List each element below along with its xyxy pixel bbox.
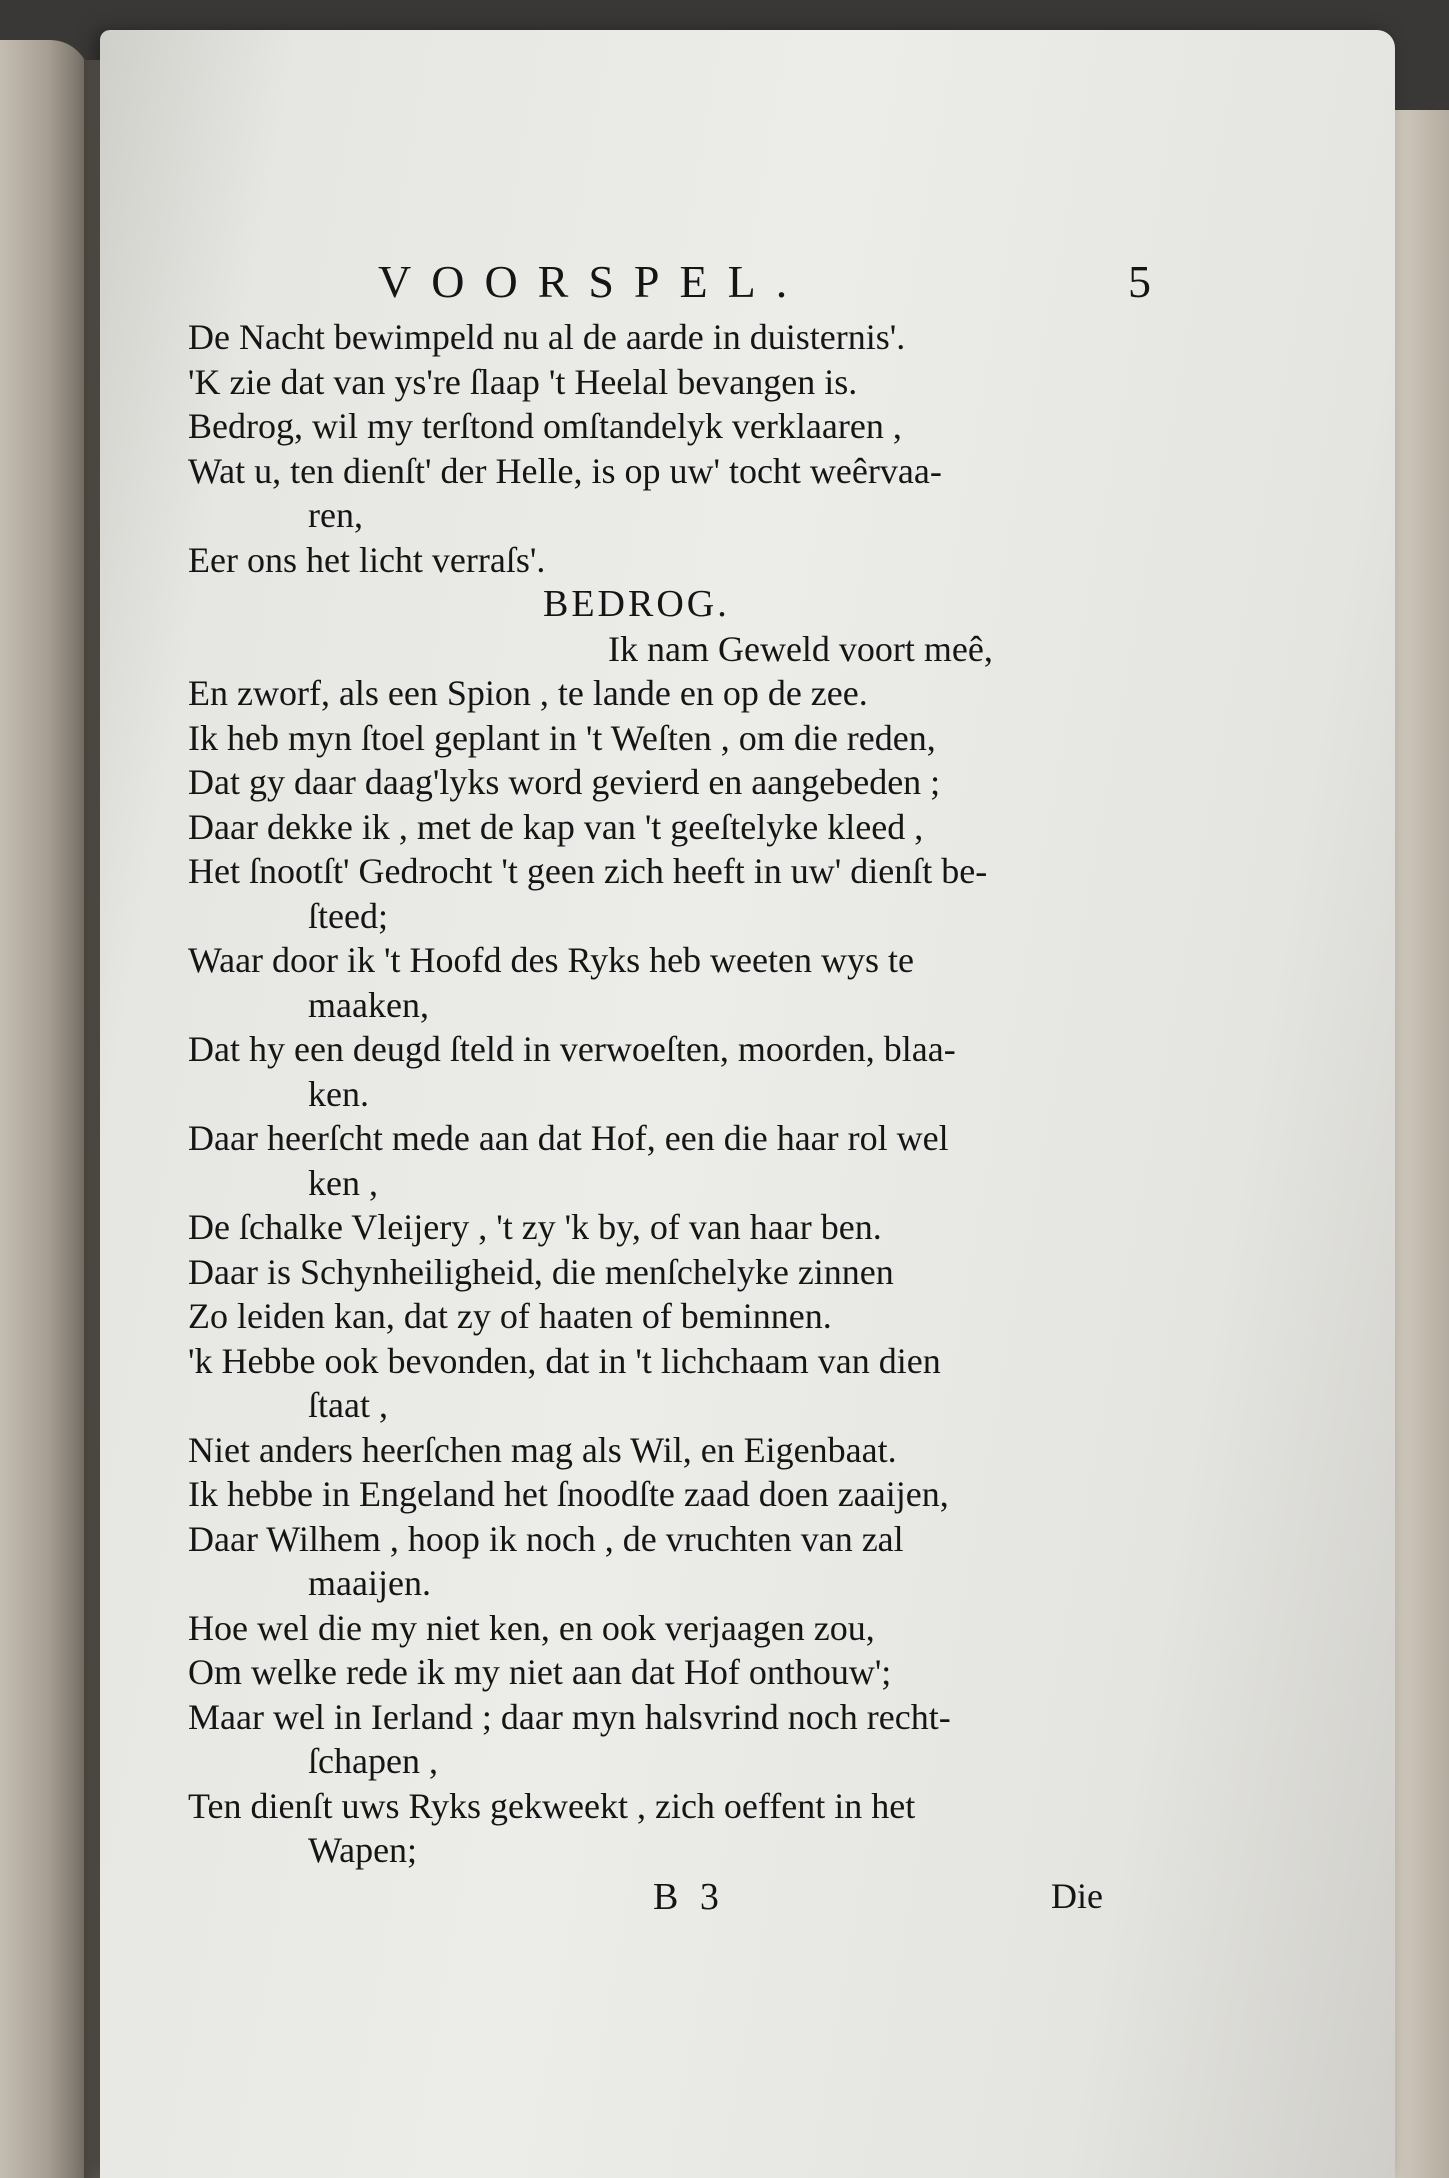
verse-line: ſchapen , [308,1741,438,1781]
verse-line: Wapen; [308,1830,418,1870]
verse-line: Het ſnootſt' Gedrocht 't geen zich heeft in uw' dienſt be- [188,851,988,891]
verse-line: Zo leiden kan, dat zy of haaten of beminnen. [188,1296,832,1336]
verse-line: maaijen. [308,1563,431,1603]
verse-line: Daar Wilhem , hoop ik noch , de vruchten van zal [188,1518,904,1559]
verse-line: Hoe wel die my niet ken, en ook verjaagen zou, [188,1607,875,1648]
verse-line: Waar door ik 't Hoofd des Ryks heb weeten wys te [188,940,914,980]
verse-line: Dat gy daar daag'lyks word gevierd en aangebeden ; [188,762,941,802]
verse-line: ken , [308,1162,378,1203]
verse-line: Wat u, ten dienſt' der Helle, is op uw' tocht weêrvaa- [188,450,942,491]
verse-line: Daar is Schynheiligheid, die menſchelyke zinnen [188,1251,894,1292]
verse-line: Daar dekke ik , met de kap van 't geeſtelyke kleed , [188,806,924,847]
verse-line: Ik heb myn ſtoel geplant in 't Weſten , om die reden, [188,717,936,758]
verse-line: maaken, [308,984,429,1025]
verse-line: ren, [308,495,363,535]
verse-line: Bedrog, wil my terſtond omſtandelyk verklaaren , [188,406,902,446]
page-number: 5 [1128,256,1151,307]
verse-line: 'k Hebbe ook bevonden, dat in 't lichchaam van dien [188,1340,941,1381]
running-head-title: VOORSPEL. [378,256,808,307]
verse-line: Om welke rede ik my niet aan dat Hof onthouw'; [188,1652,892,1692]
running-head [188,255,1188,315]
verse-line: Eer ons het licht verraſs'. [188,539,546,580]
verse-line: En zworf, als een Spion , te lande en op de zee. [188,673,868,713]
catchword: Die [1051,1875,1103,1916]
verse-line: De Nacht bewimpeld nu al de aarde in duisternis'. [188,317,906,357]
verse-line: Daar heerſcht mede aan dat Hof, een die haar rol wel [188,1118,949,1158]
verse-line: Maar wel in Ierland ; daar myn halsvrind noch recht- [188,1696,951,1737]
verse-line: Dat hy een deugd ſteld in verwoeſten, moorden, blaa- [188,1029,956,1069]
verse-line: ſteed; [308,895,388,936]
verse-line: 'K zie dat van ys're ſlaap 't Heelal bevangen is. [188,361,858,402]
verse-line: Ten dienſt uws Ryks gekweekt , zich oeffent in het [188,1785,916,1826]
verse-lines [188,315,1188,1873]
verse-line: ſtaat , [308,1385,388,1425]
page-text [188,255,1188,1925]
left-page-edge [0,40,90,2178]
speaker-name: BEDROG. [543,583,730,625]
signature-mark: B 3 [653,1875,725,1918]
page-footer [188,1875,1188,1925]
verse-line: De ſchalke Vleijery , 't zy 'k by, of van haar ben. [188,1207,882,1247]
verse-line: ken. [308,1073,369,1114]
verse-line: Ik nam Geweld voort meê, [608,628,993,669]
verse-line: Niet anders heerſchen mag als Wil, en Eigenbaat. [188,1429,897,1470]
verse-line: Ik hebbe in Engeland het ſnoodſte zaad doen zaaijen, [188,1474,949,1514]
